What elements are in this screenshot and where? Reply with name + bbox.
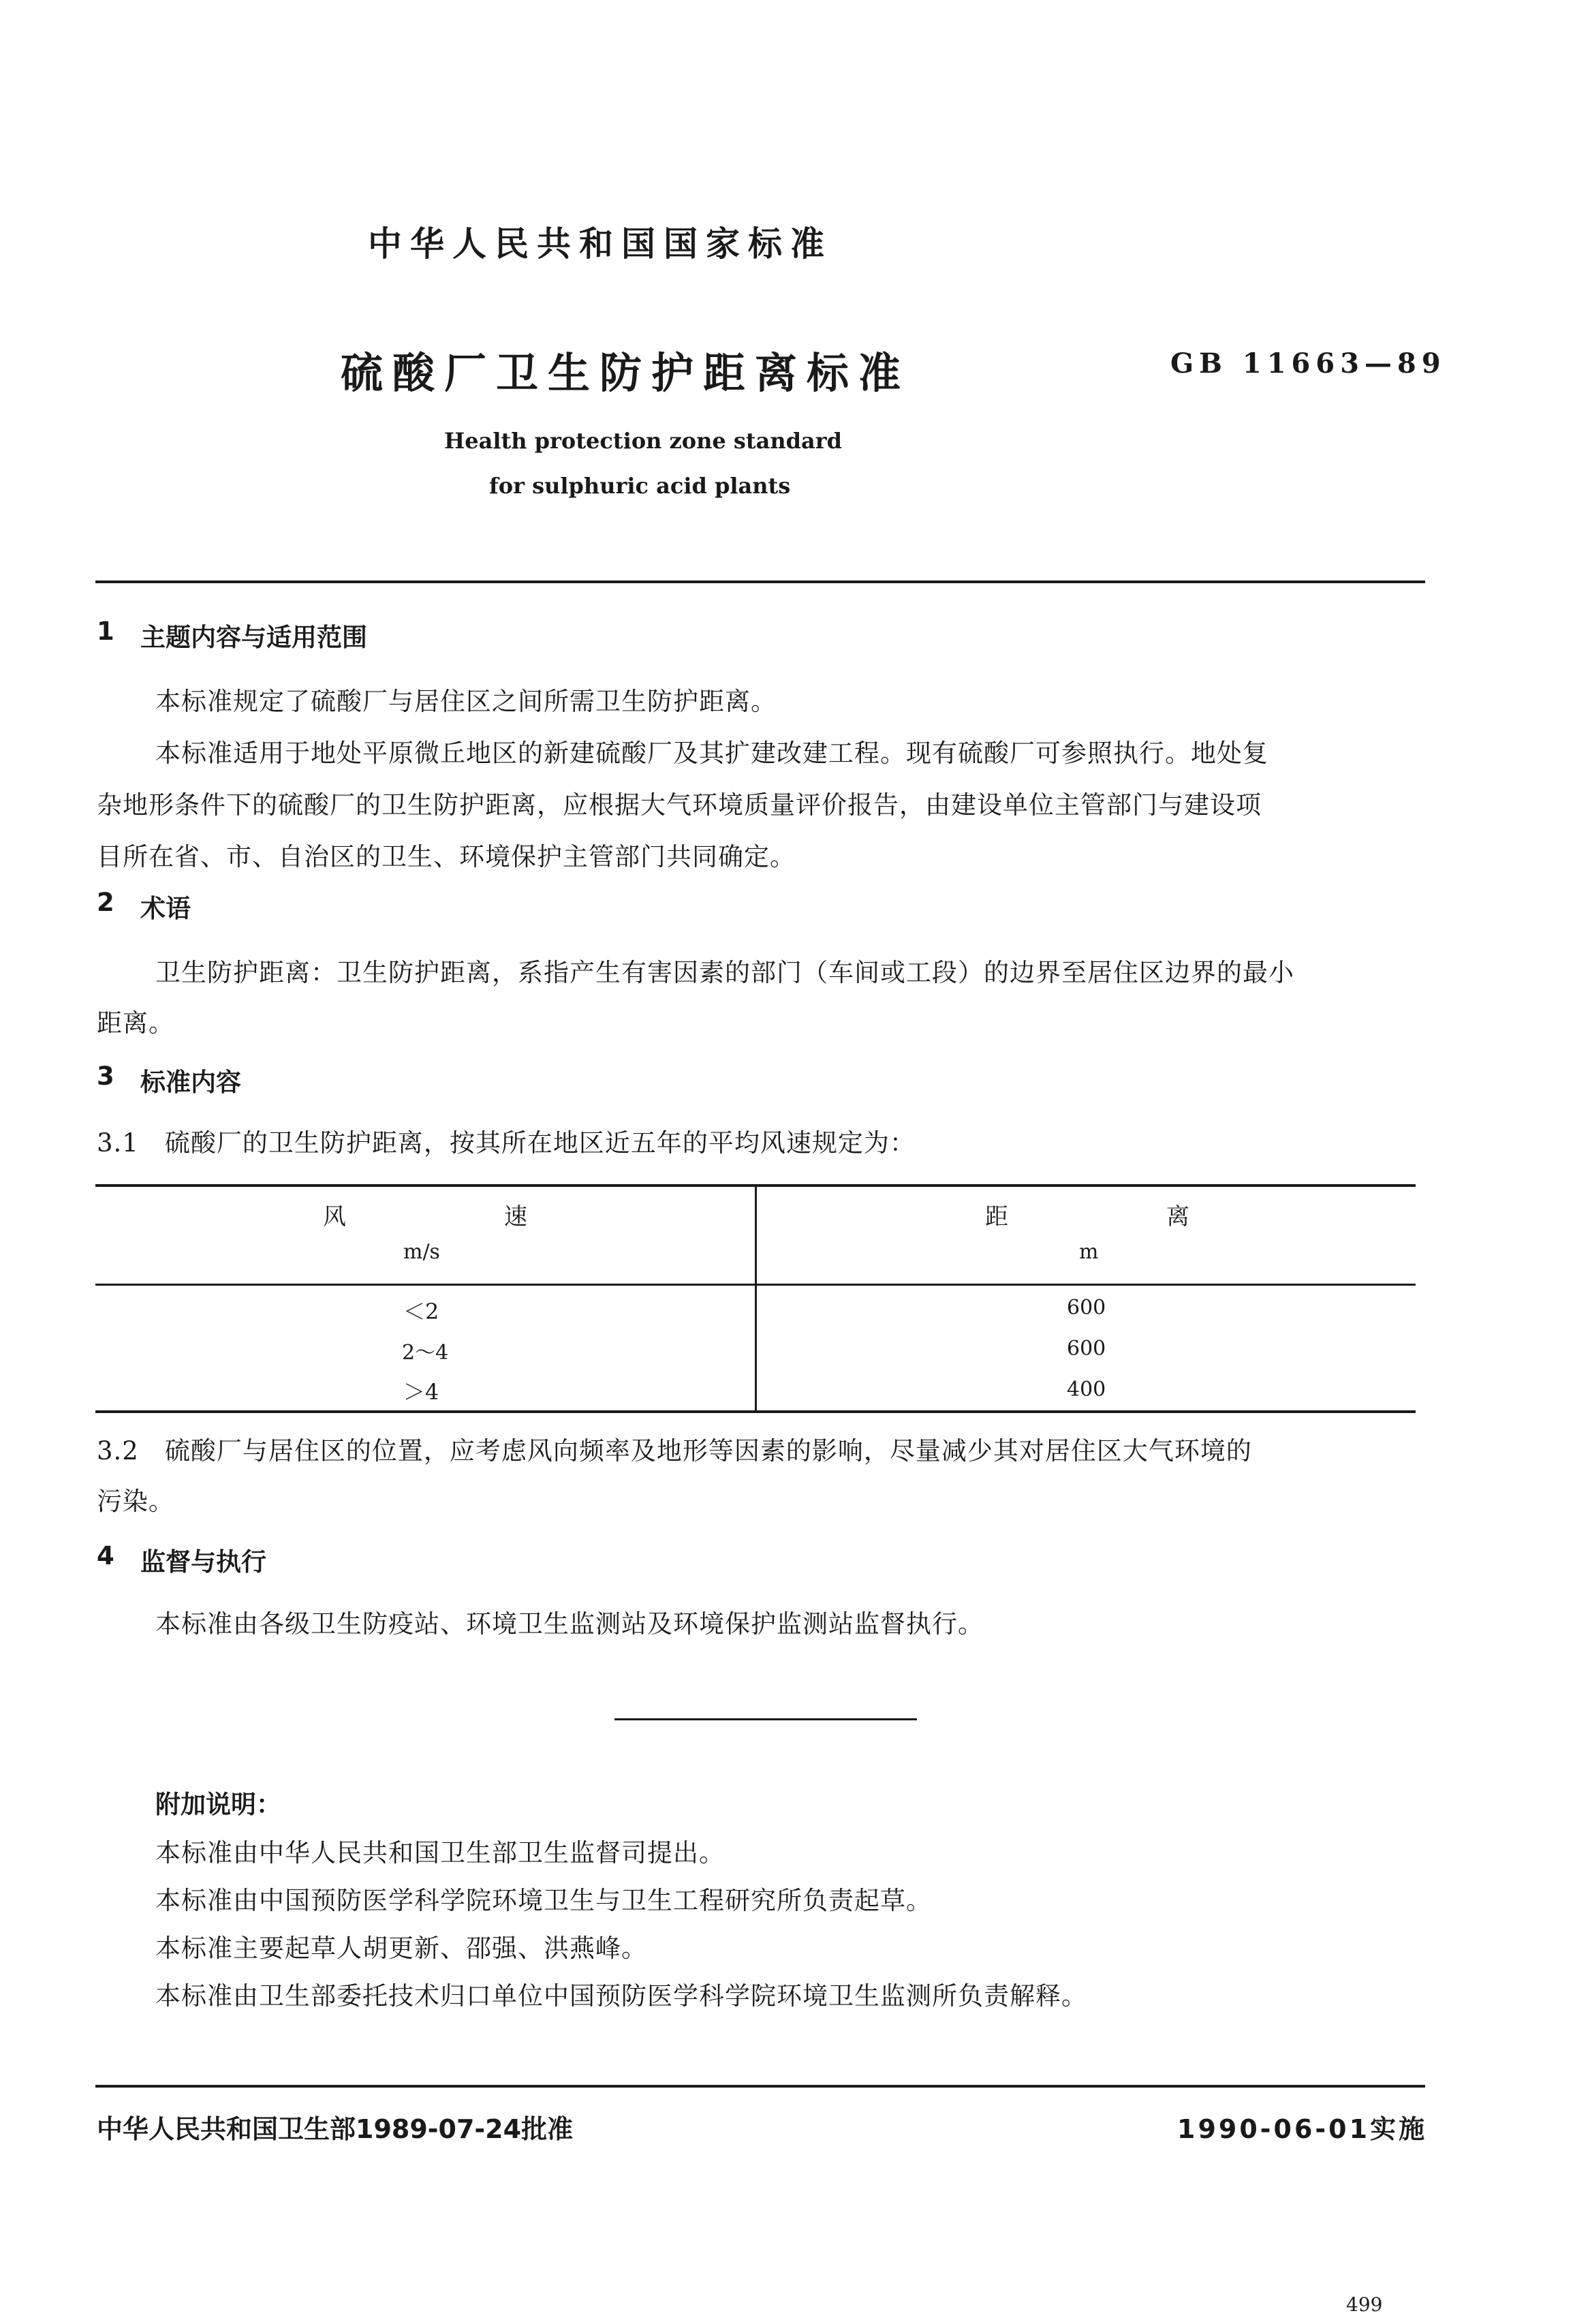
- english-title-line2: for sulphuric acid plants: [489, 473, 791, 499]
- section-4-number: 4: [97, 1541, 114, 1570]
- section-3-heading: 标准内容: [140, 1068, 241, 1097]
- clause-3-2-line-1: 3.2 硫酸厂与居住区的位置，应考虑风向频率及地形等因素的影响，尽量减少其对居住区大气环境的: [97, 1436, 1252, 1466]
- table-header-wind-unit: m/s: [403, 1240, 440, 1264]
- section-1-paragraph-1: 本标准规定了硫酸厂与居住区之间所需卫生防护距离。: [155, 687, 777, 716]
- approval-line: 中华人民共和国卫生部1989-07-24批准: [97, 2114, 574, 2144]
- appendix-line-4: 本标准由卫生部委托技术归口单位中国预防医学科学院环境卫生监测所负责解释。: [155, 1981, 1087, 2011]
- table-row-2-distance: 600: [1067, 1337, 1106, 1361]
- table-row-2-speed: 2～4: [402, 1341, 449, 1365]
- effective-date: 1990-06-01实施: [1177, 2114, 1428, 2144]
- section-2-paragraph-line-2: 距离。: [97, 1008, 174, 1038]
- section-end-divider: [614, 1718, 917, 1720]
- table-header-distance-unit: m: [1079, 1240, 1099, 1264]
- appendix-line-3: 本标准主要起草人胡更新、邵强、洪燕峰。: [155, 1934, 647, 1963]
- appendix-line-2: 本标准由中国预防医学科学院环境卫生与卫生工程研究所负责起草。: [155, 1886, 932, 1915]
- table-header-distance-b: 离: [1166, 1203, 1189, 1230]
- clause-3-1: 3.1 硫酸厂的卫生防护距离，按其所在地区近五年的平均风速规定为：: [97, 1128, 916, 1158]
- table-header-wind-a: 风: [323, 1203, 346, 1230]
- section-1-paragraph-2-line-3: 目所在省、市、自治区的卫生、环境保护主管部门共同确定。: [97, 842, 796, 871]
- table-row-3-distance: 400: [1067, 1378, 1106, 1401]
- table-row-3-speed: ＞4: [403, 1379, 439, 1405]
- section-2-heading: 术语: [140, 894, 191, 923]
- appendix-line-1: 本标准由中华人民共和国卫生部卫生监督司提出。: [155, 1838, 725, 1868]
- section-1-paragraph-2-line-1: 本标准适用于地处平原微丘地区的新建硫酸厂及其扩建改建工程。现有硫酸厂可参照执行。地处复: [155, 739, 1268, 768]
- header-divider: [95, 580, 1425, 583]
- section-1-heading: 主题内容与适用范围: [140, 623, 367, 652]
- english-title-line1: Health protection zone standard: [444, 428, 842, 454]
- section-1-paragraph-2-line-2: 杂地形条件下的硫酸厂的卫生防护距离，应根据大气环境质量评价报告，由建设单位主管部门与建设项: [97, 790, 1262, 820]
- table-row-1-distance: 600: [1067, 1296, 1106, 1320]
- section-1-number: 1: [97, 617, 114, 646]
- section-3-number: 3: [97, 1062, 114, 1091]
- footer-divider: [95, 2085, 1425, 2088]
- section-4-paragraph: 本标准由各级卫生防疫站、环境卫生监测站及环境保护监测站监督执行。: [155, 1609, 984, 1639]
- clause-3-2-line-2: 污染。: [97, 1487, 174, 1516]
- table-row-1-speed: ＜2: [403, 1299, 439, 1324]
- appendix-heading: 附加说明：: [155, 1790, 281, 1819]
- table-column-divider: [755, 1184, 757, 1412]
- section-4-heading: 监督与执行: [140, 1547, 266, 1577]
- section-2-paragraph-line-1: 卫生防护距离：卫生防护距离，系指产生有害因素的部门（车间或工段）的边界至居住区边界的最小: [155, 958, 1294, 987]
- standard-code: GB 11663—89: [1170, 347, 1446, 379]
- page-number: 499: [1346, 2293, 1383, 2316]
- document-title: 硫酸厂卫生防护距离标准: [341, 348, 911, 398]
- national-standard-label: 中华人民共和国国家标准: [368, 224, 832, 264]
- table-header-distance-a: 距: [985, 1203, 1008, 1230]
- section-2-number: 2: [97, 888, 114, 917]
- table-header-wind-b: 速: [504, 1203, 527, 1230]
